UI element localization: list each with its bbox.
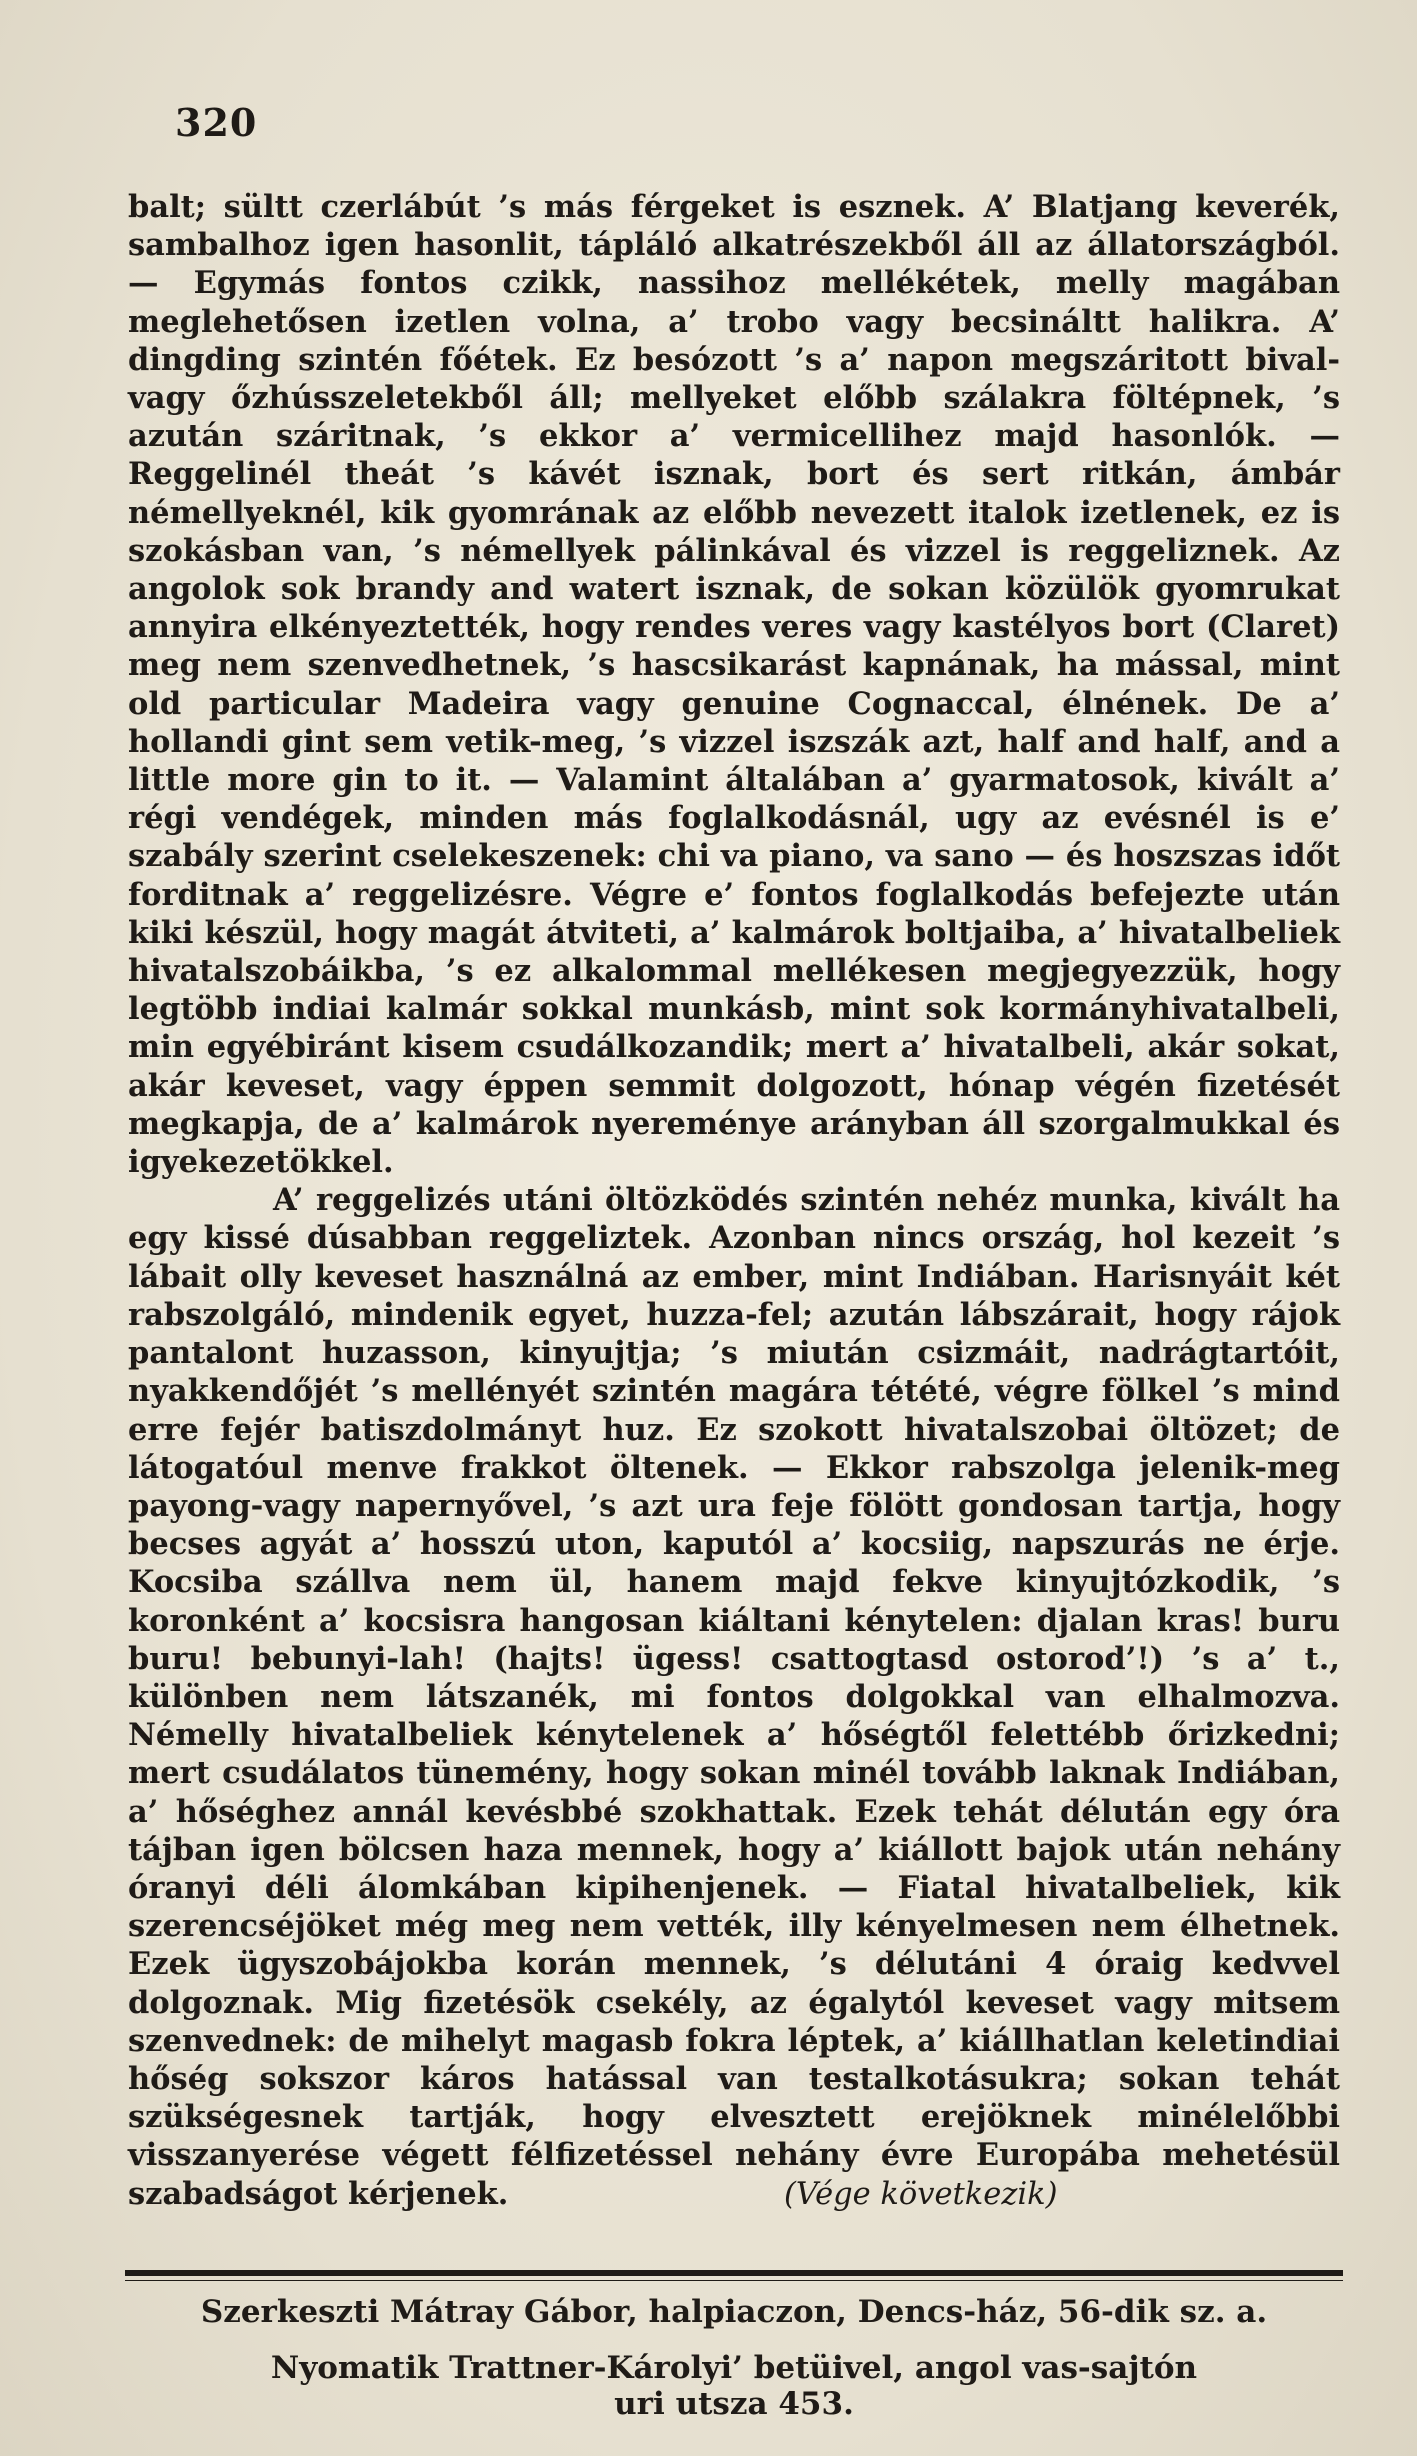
paragraph-2-text: A’ reggelizés utáni öltözködés szintén nehéz munka, kivált ha egy kissé dúsabban reggeliztek. Azonban nincs ország, hol kezeit ’s lábait olly keveset használná az ember, mint Indiában. Harisnyáit két rabszolgáló, mindenik egyet, huzza-fel; azután lábszárait, hogy rájok pantalont huzasson, kinyujtja; ’s miután csizmáit, nadrágtartóit, nyakkendőjét ’s mellényét szintén magára tétété, végre fölkel ’s mind erre fejér batiszdolmányt huz. Ez szokott hivatalszobai öltözet; de látogatóul menve frakkot öltenek. — Ekkor rabszolga jelenik-meg payong-vagy napernyővel, ’s azt ura feje fölött gondosan tartja, hogy becses agyát a’ hosszú uton, kaputól a’ kocsiig, napszurás ne érje. Kocsiba szállva nem ül, hanem majd fekve kinyujtózkodik, ’s koronként a’ kocsisra hangosan kiáltani kénytelen: djalan kras! buru buru! bebunyi-lah! (hajts! ügess! csattogtasd ostorod’!) ’s a’ t., különben nem látszanék, mi fontos dolgokkal van elhalmozva. Némelly hivatalbeliek kénytelenek a’ hőségtől felettébb őrizkedni; mert csudálatos tünemény, hogy sokan minél tovább laknak Indiában, a’ hőséghez annál kevésbbé szokhattak. Ezek tehát délután egy óra tájban igen bölcsen haza mennek, hogy a’ kiállott bajok után nehány óranyi déli álomkában kipihenjenek. — Fiatal hivatalbeliek, kik szerencséjöket még meg nem vették, illy kényelmesen nem élhetnek. Ezek ügyszobájokba korán mennek, ’s délutáni 4 óraig kedvvel dolgoznak. Mig fizetésök csekély, az égalytól keveset vagy mitsem szenvednek: de mihelyt magasb fokra léptek, a’ kiállhatlan keletindiai hőség sokszor káros hatással van testalkotásukra; sokan tehát szükségesnek tartják, hogy elvesztett erejöknek minélelőbbi visszanyerése végett félfizetéssel nehány évre Europába mehetésül szabadságot kérjenek. — [128, 1182, 1340, 2212]
continuation-note: (Vége következik) — [783, 2176, 1058, 2212]
printer-credit — [128, 2350, 1340, 2422]
paragraph-2 — [128, 1181, 1340, 2213]
printer-line-1: Nyomatik Trattner-Károlyi’ betüivel, angol vas-sajtón — [270, 2350, 1198, 2386]
printer-line-2: uri utsza 453. — [614, 2386, 854, 2422]
page-number: 320 — [175, 100, 258, 145]
article-body — [128, 188, 1340, 2214]
footer-rule-thin — [125, 2280, 1343, 2281]
editor-credit: Szerkeszti Mátray Gábor, halpiaczon, Dencs-ház, 56-dik sz. a. — [200, 2294, 1268, 2330]
footer-rule-thick — [125, 2270, 1343, 2276]
paragraph-1: balt; sültt czerlábút ’s más férgeket is esznek. A’ Blatjang keverék, sambalhoz igen hasonlit, tápláló alkatrészekből áll az állatországból. — Egymás fontos czikk, nassihoz mellékétek, melly magában meglehetősen izetlen volna, a’ trobo vagy becsináltt halikra. A’ dingding szintén főétek. Ez besózott ’s a’ napon megszáritott bival- vagy őzhússzeletekből áll; mellyeket előbb szálakra föltépnek, ’s azután száritnak, ’s ekkor a’ vermicellihez majd hasonlók. — Reggelinél theát ’s kávét isznak, bort és sert ritkán, ámbár némellyeknél, kik gyomrának az előbb nevezett italok izetlenek, ez is szokásban van, ’s némellyek pálinkával és vizzel is reggeliznek. Az angolok sok brandy and watert isznak, de sokan közülök gyomrukat annyira elkényeztették, hogy rendes veres vagy kastélyos bort (Claret) meg nem szenvedhetnek, ’s hascsikarást kapnának, ha mással, mint old particular Madeira vagy genuine Cognaccal, élnének. De a’ hollandi gint sem vetik-meg, ’s vizzel iszszák azt, half and half, and a little more gin to it. — Valamint általában a’ gyarmatosok, kivált a’ régi vendégek, minden más foglalkodásnál, ugy az evésnél is e’ szabály szerint cselekeszenek: chi va piano, va sano — és hoszszas időt forditnak a’ reggelizésre. Végre e’ fontos foglalkodás befejezte után kiki készül, hogy magát átviteti, a’ kalmárok boltjaiba, a’ hivatalbeliek hivatalszobáikba, ’s ez alkalommal mellékesen megjegyezzük, hogy legtöbb indiai kalmár sokkal munkásb, mint sok kormányhivatalbeli, min egyébiránt kisem csudálkozandik; mert a’ hivatalbeli, akár sokat, akár keveset, vagy éppen semmit dolgozott, hónap végén fizetését megkapja, de a’ kalmárok nyereménye arányban áll szorgalmukkal és igyekezetökkel. — [128, 189, 1340, 1181]
